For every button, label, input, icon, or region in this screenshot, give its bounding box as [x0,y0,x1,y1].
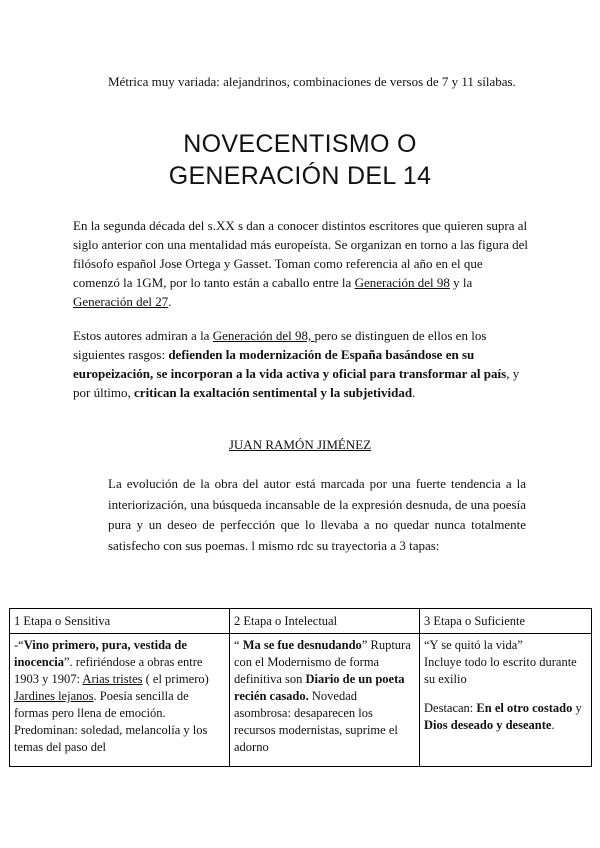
title-line-2: GENERACIÓN DEL 14 [168,162,432,190]
intro-mid: y la [449,275,473,290]
stage1-quote: Vino primero, pura, vestida de inocencia [14,638,187,669]
stage1-rest: . Poesía sencilla de formas pero llena de emoción. Predominan: soledad, melancolía y los temas del paso del [14,689,208,754]
cell-stage-3 [420,634,592,767]
traits-after: pero se distinguen de ellos en los siguientes rasgos: [73,328,487,362]
table-header-row [10,609,592,634]
stage3-work-2: Dios deseado y deseante [424,718,552,732]
stage2-rest: Novedad asombrosa: desaparecen los recursos modernistas, suprime el adorno [234,689,398,754]
stage1-mid: ( el primero) [142,672,209,686]
header-stage-2: 2 Etapa o Intelectual [230,609,420,634]
traits-lead: Estos autores admiran a la [73,328,213,343]
stage2-after-quote: ” Ruptura con el Modernismo de forma definitiva son [234,638,411,686]
traits-bold-1: defienden la modernización de España basándose en su europeización, se incorporan a la vida activa y oficial para transformar al país [73,347,507,381]
traits-mid: , y por último, [73,366,520,400]
stage3-end: . [551,718,555,732]
intro-paragraph [73,216,528,311]
stage3-lead: Destacan: [424,701,477,715]
author-heading: JUAN RAMÓN JIMÉNEZ [228,437,372,452]
stage3-line-2: Incluye todo lo escrito durante su exilio [424,655,577,686]
stage3-highlights [424,700,587,734]
stage1-prefix: -“ [14,638,24,652]
link-generacion-98: Generación del 98 [354,275,450,290]
stage2-quote: Ma se fue desnudando [242,638,362,652]
table-row [10,634,592,767]
cell-stage-2 [230,634,420,767]
traits-bold-2: critican la exaltación sentimental y la subjetividad [134,385,413,400]
metrics-note: Métrica muy variada: alejandrinos, combinaciones de versos de 7 y 11 sílabas. [108,74,516,89]
traits-paragraph [73,326,528,402]
stage3-mid: y [572,701,582,715]
stage2-work: Diario de un poeta recién casado. [234,672,405,703]
link-generacion-27: Generación del 27 [73,294,169,309]
stage3-quote: “Y se quitó la vida” [424,638,523,652]
stage3-work-1: En el otro costado [476,701,573,715]
stages-table [9,608,592,767]
cell-stage-1 [10,634,230,767]
stage2-prefix: “ [234,638,243,652]
author-paragraph: La evolución de la obra del autor está marcada por una fuerte tendencia a la interiorización, una búsqueda incansable de la expresión desnuda, de una poesía pura y un deseo de perfección que lo llevaba a no quedar nunca totalmente satisfecho con sus poemas. l mismo rdc su trayectoria a 3 tapas: [108,476,526,553]
stage1-work-1: Arias tristes [82,672,143,686]
header-stage-3: 3 Etapa o Suficiente [420,609,592,634]
stage1-after-quote: ”. refiriéndose a obras entre 1903 y 1907: [14,655,203,686]
header-stage-1: 1 Etapa o Sensitiva [10,609,230,634]
title-line-1: NOVECENTISMO O [183,130,417,158]
page-title [0,128,600,192]
intro-end: . [168,294,172,309]
stage1-work-2: Jardines lejanos [14,689,94,703]
traits-end: . [412,385,416,400]
traits-link: Generación del 98, [212,328,315,343]
intro-text: En la segunda década del s.XX s dan a conocer distintos escritores que quieren supra al siglo anterior con una mentalidad más europeísta. Se organizan en torno a las figura del filósofo español Jose Ortega y Gasset. Toman como referencia al año en el que comenzó la 1GM, por lo tanto están a caballo entre la [73,218,528,290]
